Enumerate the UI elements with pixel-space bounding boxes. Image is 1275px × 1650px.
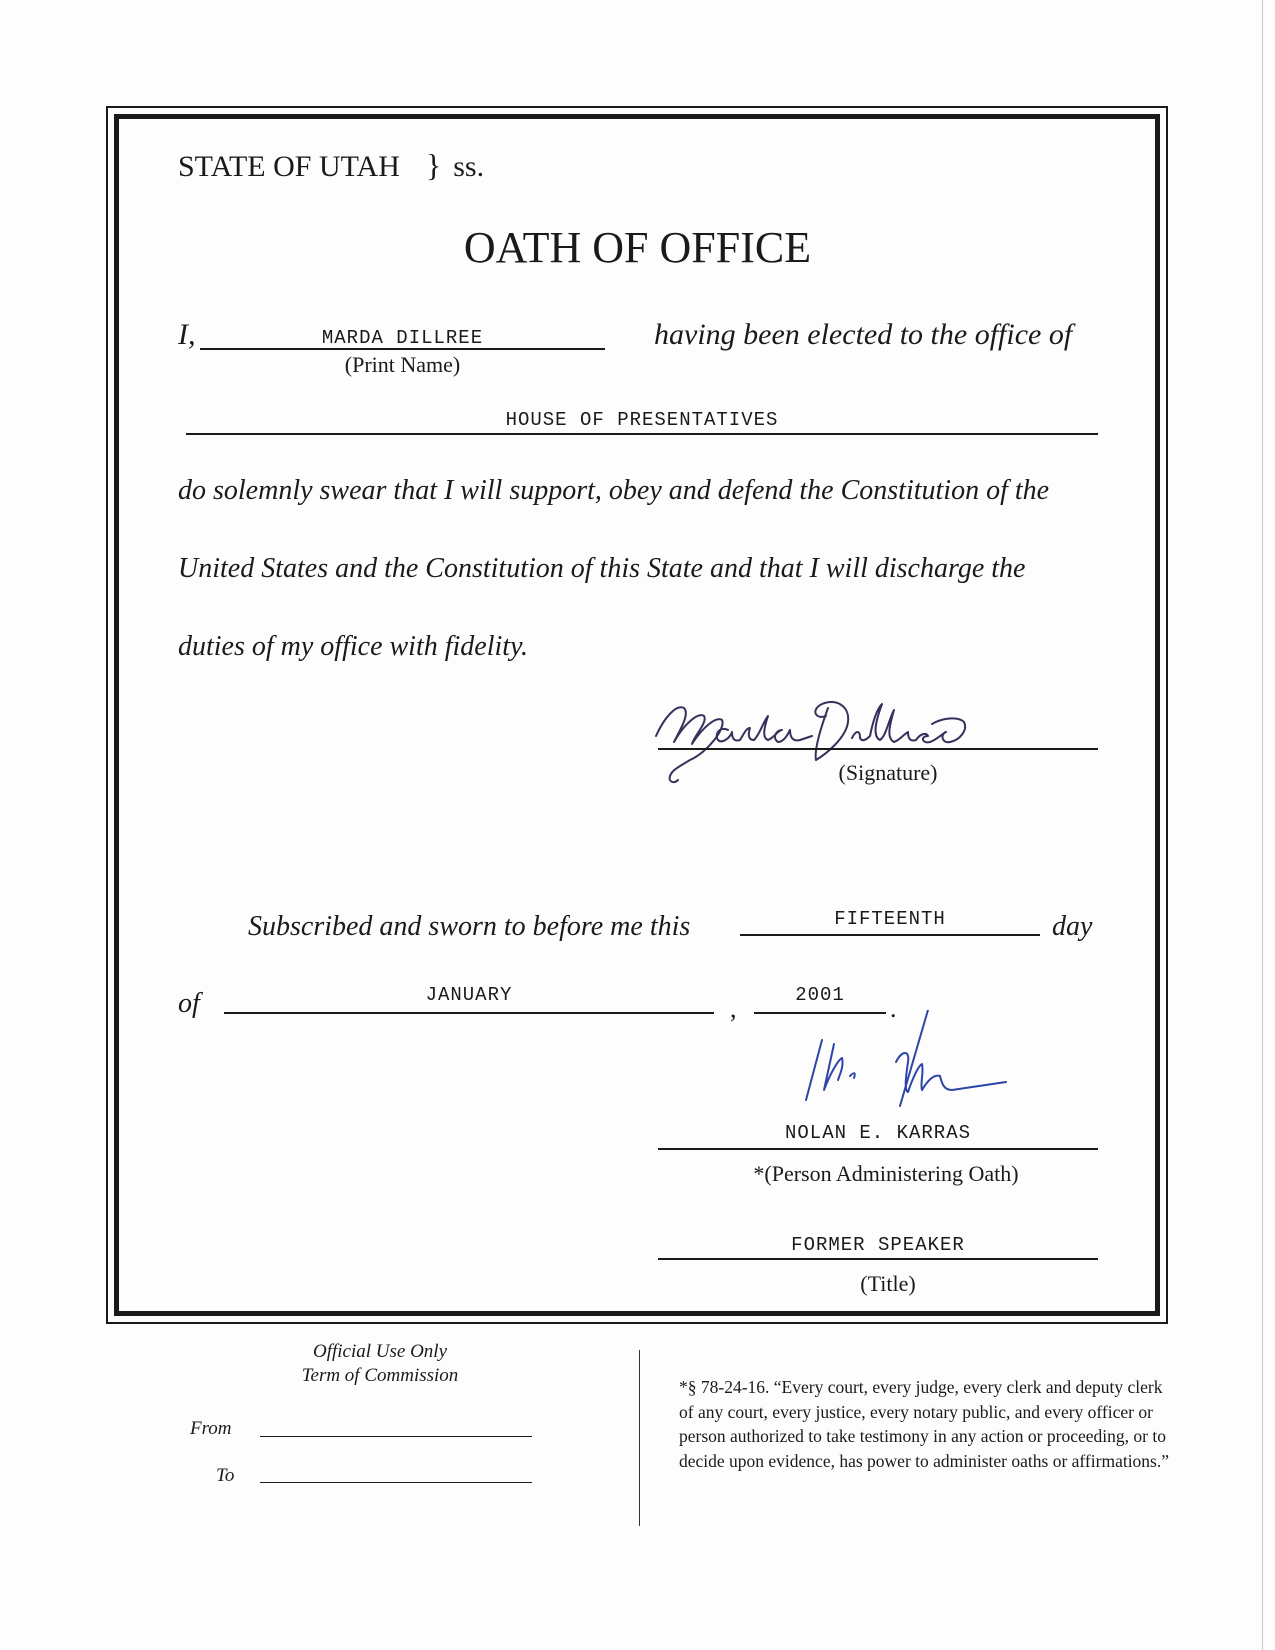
administrator-name-field[interactable]: NOLAN E. KARRAS [784,1122,972,1144]
to-underline [260,1482,532,1483]
office-field[interactable]: HOUSE OF PRESENTATIVES [505,409,779,431]
from-label: From [190,1418,232,1439]
from-field[interactable] [260,1412,532,1436]
document-title: OATH OF OFFICE [463,223,812,272]
administrator-signature [800,1010,1010,1110]
date-comma: , [730,994,737,1023]
administrator-title-underline [658,1258,1098,1260]
venue-ss: ss. [453,150,485,183]
administrator-name-label: *(Person Administering Oath) [753,1161,1019,1186]
print-name-label: (Print Name) [344,352,461,377]
elected-text: having been elected to the office of [654,318,1073,351]
signature-underline [658,748,1098,750]
official-use-heading: Official Use Only [312,1341,448,1362]
day-label: day [1052,911,1093,942]
day-underline [740,934,1040,936]
print-name-underline [200,348,605,350]
from-underline [260,1436,532,1437]
term-of-commission-heading: Term of Commission [301,1365,459,1386]
venue-brace: } [425,147,442,183]
administrator-title-field[interactable]: FORMER SPEAKER [791,1234,965,1256]
footer-divider [639,1350,640,1526]
statute-note: *§ 78-24-16. “Every court, every judge, every clerk and deputy clerk of any court, every justice, every notary public, and every officer or person authorized to take testimony in any action or proceeding, or to decide upon evidence, has power to administer oaths or affirmations.” [679,1377,1170,1471]
day-field[interactable]: FIFTEENTH [834,908,946,930]
year-field[interactable]: 2001 [795,984,845,1006]
oath-text-line-2: United States and the Constitution of this State and that I will discharge the [178,553,1026,584]
state-name: STATE OF UTAH [178,150,400,183]
of-label: of [178,988,200,1019]
affiant-prefix: I, [178,318,196,351]
to-field[interactable] [260,1458,532,1482]
to-label: To [216,1465,235,1486]
signature-label: (Signature) [838,760,938,785]
date-period: . [890,994,897,1023]
month-underline [224,1012,714,1014]
oath-text-line-1: do solemnly swear that I will support, obey and defend the Constitution of the [178,475,1050,506]
administrator-title-label: (Title) [860,1271,916,1296]
office-underline [186,433,1098,435]
subscribed-text: Subscribed and sworn to before me this [248,911,691,942]
oath-text-line-3: duties of my office with fidelity. [178,631,528,662]
venue-line [178,147,484,184]
administrator-name-underline [658,1148,1098,1150]
month-field[interactable]: JANUARY [425,984,513,1006]
print-name-field[interactable]: MARDA DILLREE [321,327,484,349]
